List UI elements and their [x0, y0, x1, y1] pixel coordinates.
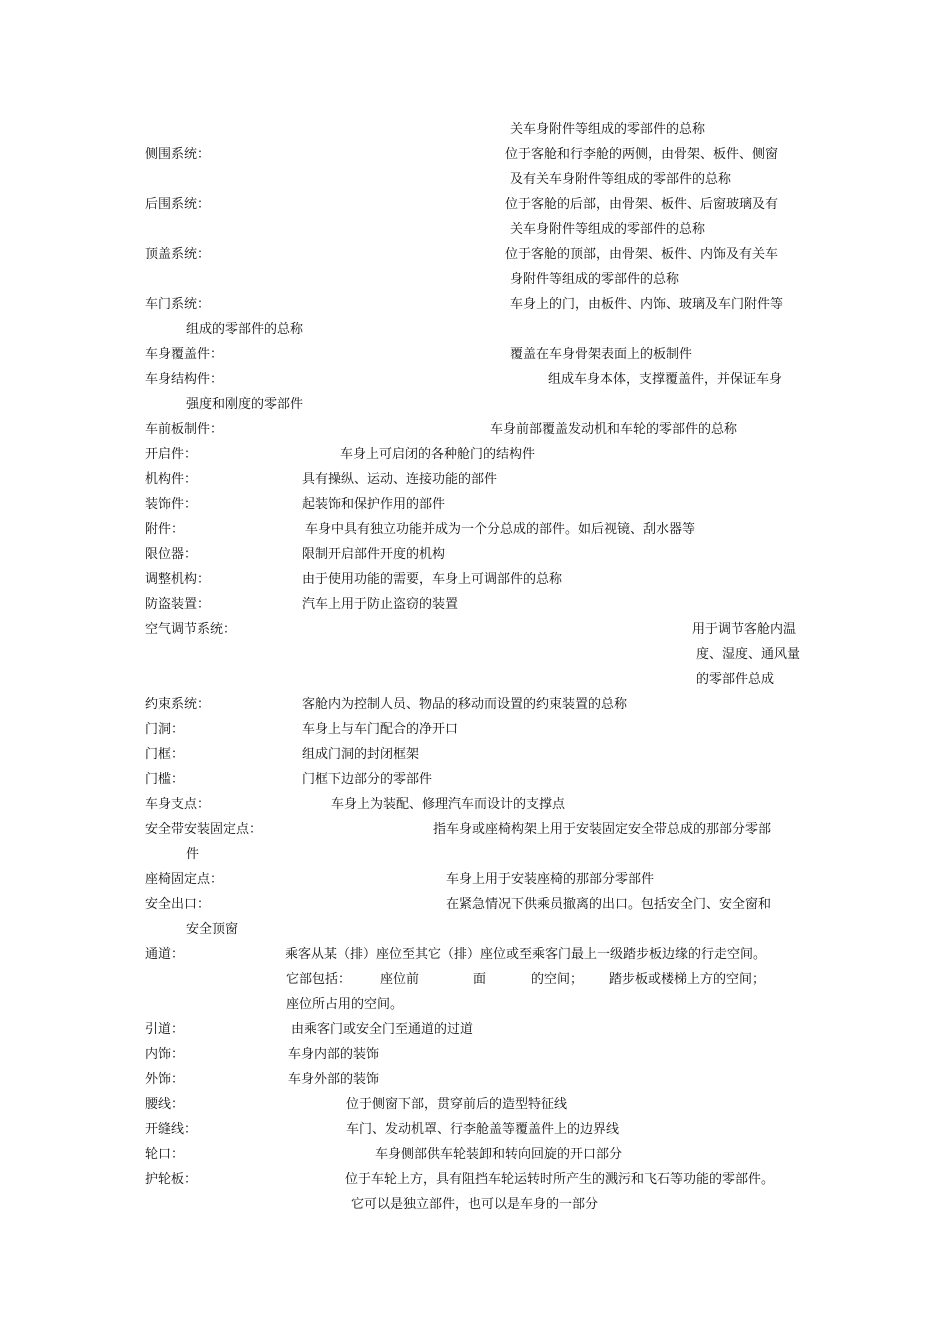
definition-continuation: 的零部件总成	[696, 672, 775, 687]
term-label: 限位器：	[145, 547, 198, 562]
term-definition: 在紧急情况下供乘员撤离的出口。包括安全门、安全窗和	[446, 897, 772, 912]
definition-continuation: 面	[473, 972, 487, 987]
definition-continuation: 它可以是独立部件，也可以是车身的一部分	[351, 1197, 599, 1212]
definition-continuation: 度、湿度、通风量	[696, 647, 801, 662]
definition-continuation: 件	[186, 847, 200, 862]
definition-continuation: 关车身附件等组成的零部件的总称	[510, 222, 706, 237]
term-label: 门洞：	[145, 722, 185, 737]
term-label: 约束系统：	[145, 697, 211, 712]
term-label: 机构件：	[145, 472, 198, 487]
term-label: 安全带安装固定点：	[145, 822, 263, 837]
term-definition: 位于客舱和行李舱的两侧，由骨架、板件、侧窗	[505, 147, 779, 162]
term-definition: 车身侧部供车轮装卸和转向回旋的开口部分	[375, 1147, 623, 1162]
term-definition: 由于使用功能的需要，车身上可调部件的总称	[302, 572, 563, 587]
term-definition: 指车身或座椅构架上用于安装固定安全带总成的那部分零部	[433, 822, 772, 837]
definition-continuation: 强度和刚度的零部件	[186, 397, 304, 412]
definition-continuation: 它部包括：	[286, 972, 352, 987]
term-definition: 限制开启部件开度的机构	[302, 547, 446, 562]
term-label: 门框：	[145, 747, 185, 762]
term-definition: 车身中具有独立功能并成为一个分总成的部件。如后视镜、刮水器等	[305, 522, 696, 537]
term-label: 开启件：	[145, 447, 198, 462]
definition-continuation: 关车身附件等组成的零部件的总称	[510, 122, 706, 137]
term-definition: 车身上的门，由板件、内饰、玻璃及车门附件等	[510, 297, 784, 312]
term-label: 内饰：	[145, 1047, 185, 1062]
term-label: 座椅固定点：	[145, 872, 224, 887]
term-label: 附件：	[145, 522, 185, 537]
term-definition: 车身上为装配、修理汽车而设计的支撑点	[331, 797, 566, 812]
term-definition: 乘客从某（排）座位至其它（排）座位或至乘客门最上一级踏步板边缘的行走空间。	[285, 947, 767, 962]
term-definition: 起装饰和保护作用的部件	[302, 497, 446, 512]
term-definition: 位于侧窗下部，贯穿前后的造型特征线	[346, 1097, 568, 1112]
term-definition: 位于客舱的顶部，由骨架、板件、内饰及有关车	[505, 247, 779, 262]
term-definition: 汽车上用于防止盗窃的装置	[302, 597, 459, 612]
term-label: 护轮板：	[145, 1172, 198, 1187]
definition-continuation: 及有关车身附件等组成的零部件的总称	[510, 172, 732, 187]
term-definition: 车身前部覆盖发动机和车轮的零部件的总称	[490, 422, 738, 437]
term-definition: 车身上用于安装座椅的那部分零部件	[446, 872, 655, 887]
term-definition: 车身内部的装饰	[288, 1047, 380, 1062]
term-label: 车门系统：	[145, 297, 211, 312]
term-label: 车身覆盖件：	[145, 347, 224, 362]
term-label: 引道：	[145, 1022, 185, 1037]
term-definition: 具有操纵、运动、连接功能的部件	[302, 472, 498, 487]
term-label: 轮口：	[145, 1147, 185, 1162]
term-definition: 由乘客门或安全门至通道的过道	[291, 1022, 474, 1037]
term-definition: 组成门洞的封闭框架	[302, 747, 420, 762]
term-label: 腰线：	[145, 1097, 185, 1112]
term-label: 通道：	[145, 947, 185, 962]
definition-continuation: 身附件等组成的零部件的总称	[510, 272, 680, 287]
definition-continuation: 座位前	[380, 972, 420, 987]
definition-continuation: 踏步板或楼梯上方的空间；	[609, 972, 766, 987]
term-definition: 门框下边部分的零部件	[302, 772, 433, 787]
term-label: 门槛：	[145, 772, 185, 787]
term-definition: 用于调节客舱内温	[692, 622, 797, 637]
term-label: 安全出口：	[145, 897, 211, 912]
definition-continuation: 座位所占用的空间。	[286, 997, 404, 1012]
term-label: 车身支点：	[145, 797, 211, 812]
term-label: 装饰件：	[145, 497, 198, 512]
term-label: 侧围系统：	[145, 147, 211, 162]
term-label: 车身结构件：	[145, 372, 224, 387]
term-label: 顶盖系统：	[145, 247, 211, 262]
term-definition: 车身上与车门配合的净开口	[302, 722, 459, 737]
definition-continuation: 组成的零部件的总称	[186, 322, 304, 337]
term-label: 防盗装置：	[145, 597, 211, 612]
term-label: 后围系统：	[145, 197, 211, 212]
term-definition: 位于客舱的后部，由骨架、板件、后窗玻璃及有	[505, 197, 779, 212]
term-label: 开缝线：	[145, 1122, 198, 1137]
term-definition: 位于车轮上方，具有阻挡车轮运转时所产生的溅污和飞石等功能的零部件。	[345, 1172, 775, 1187]
term-definition: 客舱内为控制人员、物品的移动而设置的约束装置的总称	[302, 697, 628, 712]
term-label: 车前板制件：	[145, 422, 224, 437]
term-label: 外饰：	[145, 1072, 185, 1087]
term-label: 空气调节系统：	[145, 622, 237, 637]
term-definition: 组成车身本体，支撑覆盖件，并保证车身	[548, 372, 783, 387]
term-definition: 车门、发动机罩、行李舱盖等覆盖件上的边界线	[346, 1122, 620, 1137]
definition-continuation: 安全顶窗	[186, 922, 239, 937]
term-definition: 覆盖在车身骨架表面上的板制件	[510, 347, 693, 362]
term-definition: 车身外部的装饰	[288, 1072, 380, 1087]
definition-continuation: 的空间；	[531, 972, 584, 987]
term-label: 调整机构：	[145, 572, 211, 587]
term-definition: 车身上可启闭的各种舱门的结构件	[340, 447, 536, 462]
